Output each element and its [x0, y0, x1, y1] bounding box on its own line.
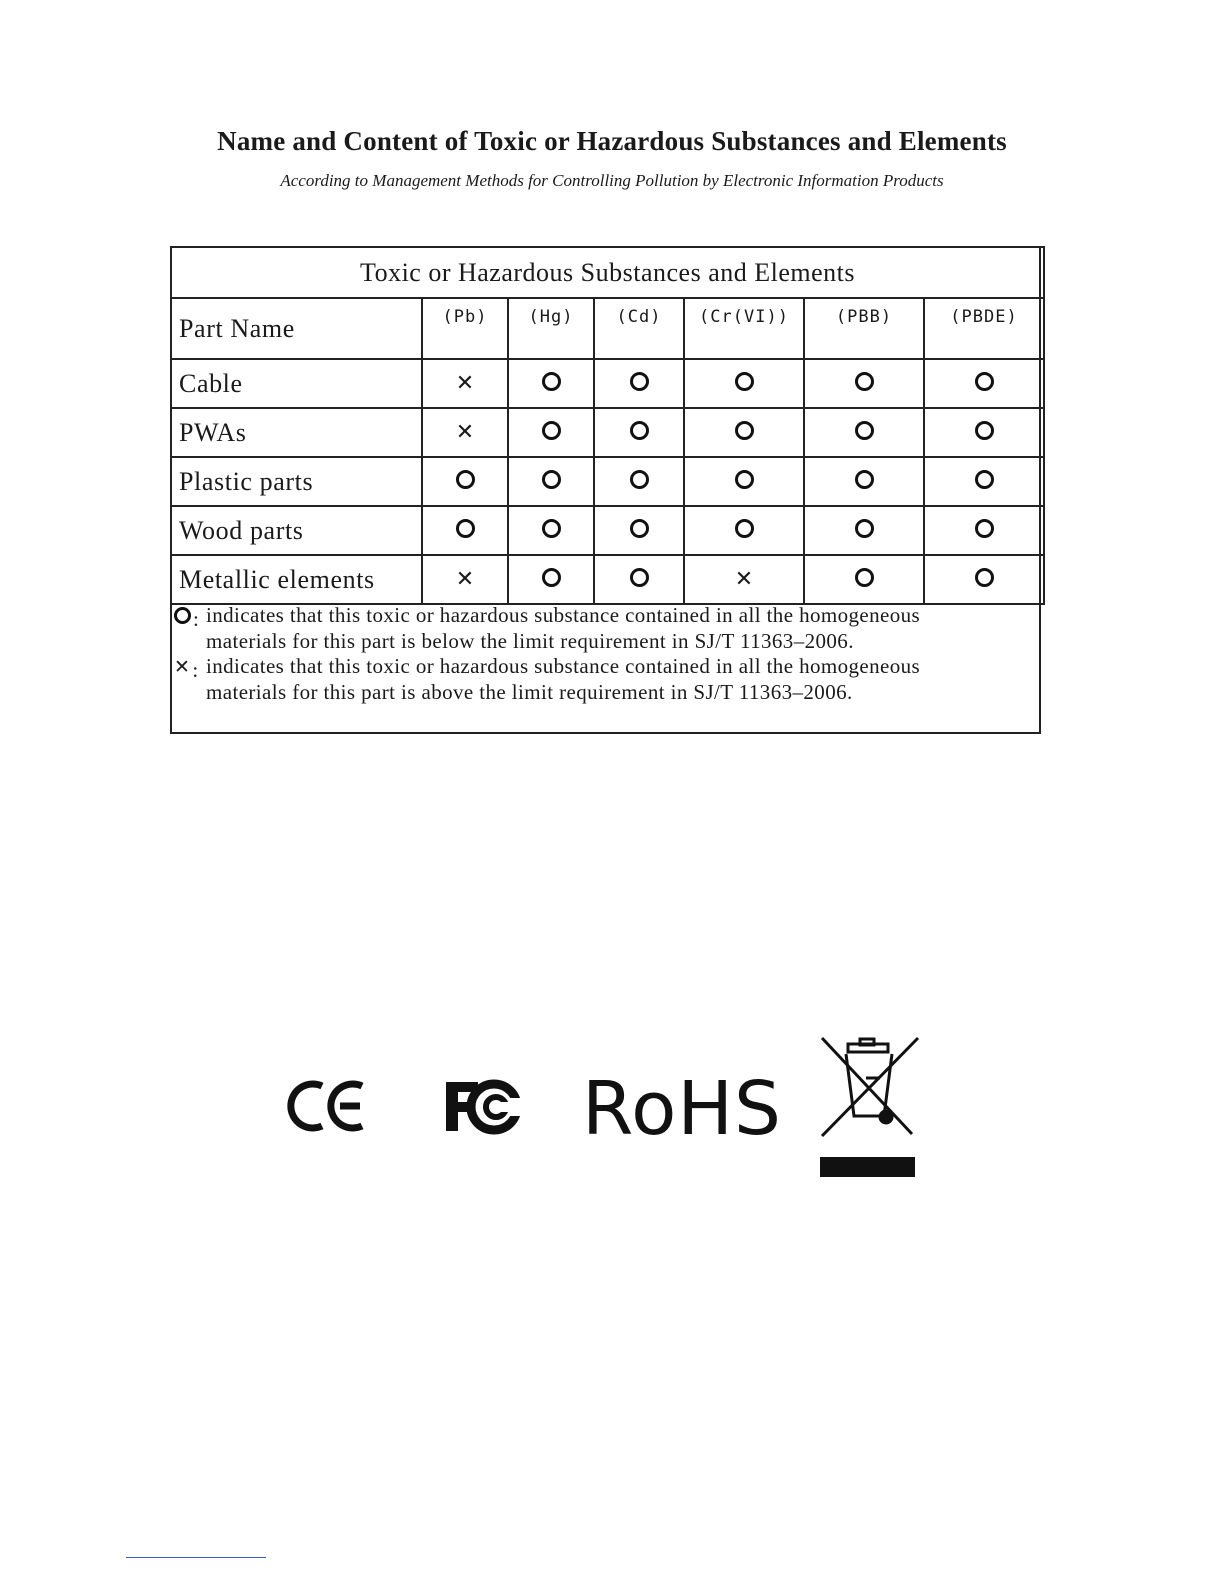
substance-header: (Pb) [422, 298, 508, 359]
substance-mark-cell [594, 506, 684, 555]
substance-mark-cell [804, 457, 924, 506]
circle-icon [542, 372, 561, 391]
substance-mark-cell [508, 408, 594, 457]
circle-icon [735, 372, 754, 391]
circle-icon [855, 568, 874, 587]
substance-mark-cell [594, 359, 684, 408]
substance-mark-cell [422, 408, 508, 457]
part-name-cell: PWAs [171, 408, 422, 457]
circle-icon [542, 519, 561, 538]
legend-note-below-limit [174, 603, 1034, 654]
substance-mark-cell [804, 506, 924, 555]
substance-header: (Cd) [594, 298, 684, 359]
substance-header: (PBDE) [924, 298, 1044, 359]
substance-mark-cell [422, 506, 508, 555]
table-row [171, 506, 1044, 555]
circle-icon [975, 519, 994, 538]
circle-icon [542, 470, 561, 489]
substance-mark-cell [684, 359, 804, 408]
part-name-cell: Plastic parts [171, 457, 422, 506]
table-row [171, 457, 1044, 506]
substance-mark-cell [924, 359, 1044, 408]
circle-icon [975, 470, 994, 489]
cross-icon: ✕ [174, 656, 191, 678]
substance-mark-cell [924, 408, 1044, 457]
circle-icon [630, 372, 649, 391]
legend-line: indicates that this toxic or hazardous substance contained in all the homogeneous [206, 654, 921, 678]
substance-mark-cell [924, 457, 1044, 506]
legend-notes [174, 603, 1034, 705]
circle-icon [630, 470, 649, 489]
circle-icon [855, 372, 874, 391]
circle-icon [855, 421, 874, 440]
circle-icon [735, 421, 754, 440]
substance-mark-cell [924, 506, 1044, 555]
circle-icon [735, 470, 754, 489]
circle-icon [630, 519, 649, 538]
substance-mark-cell [684, 408, 804, 457]
substance-mark-cell [804, 359, 924, 408]
legend-line: indicates that this toxic or hazardous substance contained in all the homogeneous [206, 603, 921, 627]
substance-mark-cell [684, 506, 804, 555]
circle-icon [174, 607, 191, 624]
substance-mark-cell [508, 457, 594, 506]
legend-text [206, 654, 920, 705]
substance-header: (Cr(VI)) [684, 298, 804, 359]
crossed-out-wheelie-bin-icon [820, 1038, 918, 1177]
circle-icon [975, 568, 994, 587]
legend-symbol: : [174, 603, 206, 654]
substances-table [170, 246, 1045, 605]
fcc-mark-icon [446, 1082, 522, 1131]
substance-mark-cell [594, 457, 684, 506]
substance-header: (PBB) [804, 298, 924, 359]
document-title: Name and Content of Toxic or Hazardous Substances and Elements [217, 126, 1007, 156]
table-caption: Toxic or Hazardous Substances and Elements [171, 247, 1044, 298]
rohs-mark: RoHS [582, 1066, 782, 1152]
circle-icon [975, 372, 994, 391]
substance-mark-cell [508, 555, 594, 604]
cross-icon: ✕ [734, 566, 754, 592]
substance-mark-cell [684, 555, 804, 604]
circle-icon [735, 519, 754, 538]
circle-icon [542, 421, 561, 440]
legend-symbol: ✕ : [174, 656, 199, 682]
table-row [171, 408, 1044, 457]
part-name-header: Part Name [171, 298, 422, 359]
legend-line: materials for this part is above the limit requirement in SJ/T 11363–2006. [206, 679, 853, 704]
substance-mark-cell [508, 506, 594, 555]
legend-note-above-limit [174, 654, 1034, 705]
ce-mark-icon [291, 1084, 362, 1128]
table-row [171, 359, 1044, 408]
part-name-cell: Cable [171, 359, 422, 408]
document-subtitle: According to Management Methods for Controlling Pollution by Electronic Information Products [280, 171, 944, 190]
footer-rule [126, 1557, 266, 1558]
substance-mark-cell [684, 457, 804, 506]
circle-icon [542, 568, 561, 587]
circle-icon [630, 421, 649, 440]
substance-mark-cell [924, 555, 1044, 604]
circle-icon [630, 568, 649, 587]
part-name-cell: Wood parts [171, 506, 422, 555]
substance-mark-cell [422, 359, 508, 408]
circle-icon [855, 470, 874, 489]
substance-mark-cell [594, 408, 684, 457]
substance-mark-cell [804, 408, 924, 457]
circle-icon [975, 421, 994, 440]
cross-icon: ✕ [455, 419, 475, 445]
circle-icon [456, 519, 475, 538]
table-header-row [171, 298, 1044, 359]
cross-icon: ✕ [455, 370, 475, 396]
substance-mark-cell [804, 555, 924, 604]
substance-header: (Hg) [508, 298, 594, 359]
legend-line: materials for this part is below the limit requirement in SJ/T 11363–2006. [206, 628, 854, 653]
circle-icon [855, 519, 874, 538]
part-name-cell: Metallic elements [171, 555, 422, 604]
table-row [171, 555, 1044, 604]
substance-mark-cell [422, 555, 508, 604]
circle-icon [456, 470, 475, 489]
legend-text [206, 603, 920, 654]
cross-icon: ✕ [455, 566, 475, 592]
substance-mark-cell [422, 457, 508, 506]
substance-mark-cell [508, 359, 594, 408]
substance-mark-cell [594, 555, 684, 604]
